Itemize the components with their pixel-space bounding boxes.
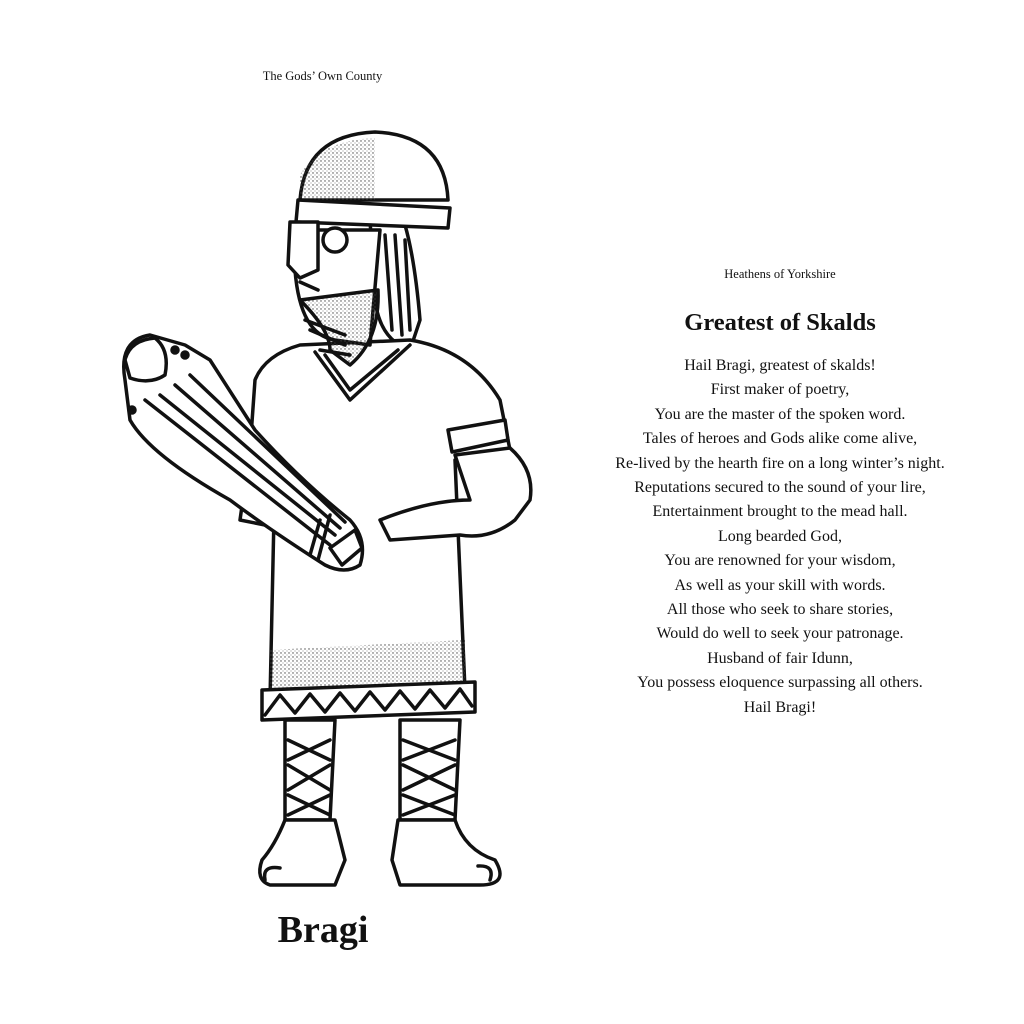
poem-line: Husband of fair Idunn,	[707, 649, 853, 667]
poem-line: Hail Bragi, greatest of skalds!	[684, 357, 876, 374]
poem-line: Would do well to seek your patronage.	[656, 625, 904, 643]
poem-line: You are the master of the spoken word.	[654, 405, 906, 423]
bragi-illustration	[110, 125, 550, 905]
running-header-right: Heathens of Yorkshire	[724, 267, 836, 281]
poem-line: Tales of heroes and Gods alike come alive,	[642, 430, 918, 448]
poem-title: Greatest of Skalds	[684, 309, 876, 336]
running-header-left: The Gods’ Own County	[262, 69, 383, 83]
legs	[285, 720, 460, 820]
boots	[260, 820, 500, 885]
poem-line: First maker of poetry,	[710, 381, 850, 399]
poem-line: As well as your skill with words.	[674, 576, 886, 594]
poem-line: Entertainment brought to the mead hall.	[652, 503, 908, 521]
head	[288, 132, 450, 365]
poem-line: Re-lived by the hearth fire on a long winter’s night.	[615, 454, 945, 472]
poem-body	[580, 354, 980, 720]
figure-caption: Bragi	[277, 909, 369, 951]
poem-line: You are renowned for your wisdom,	[664, 552, 896, 570]
poem-line: Long bearded God,	[718, 527, 842, 545]
poem-line: Reputations secured to the sound of your lire,	[634, 479, 926, 497]
poem-line: You possess eloquence surpassing all others.	[637, 674, 923, 692]
poem-line: All those who seek to share stories,	[666, 601, 894, 619]
poem-line: Hail Bragi!	[743, 698, 817, 716]
